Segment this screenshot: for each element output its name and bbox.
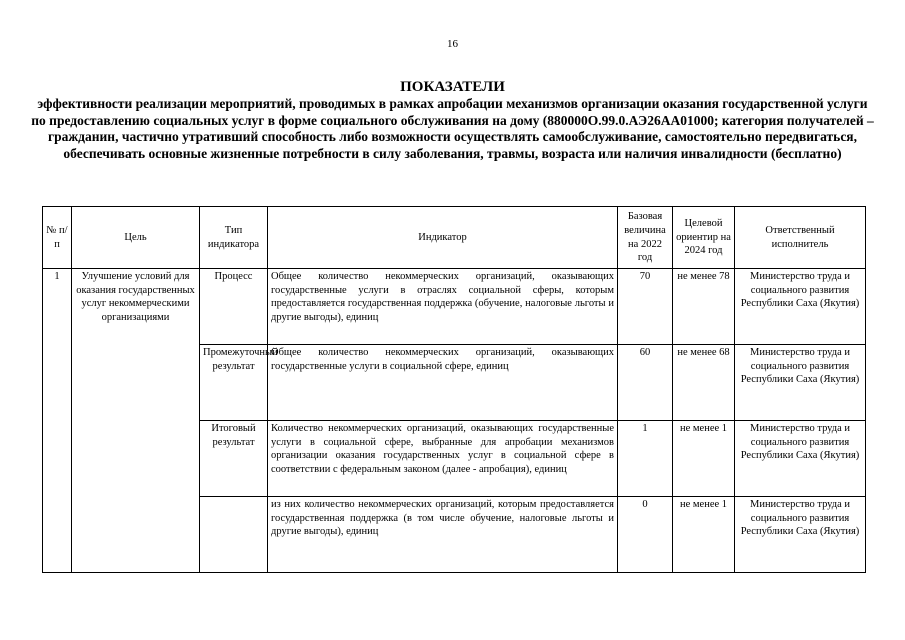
goal-cell: Улучшение условий для оказания государственных услуг некоммерческими организациями (72, 269, 200, 573)
responsible-cell: Министерство труда и социального развития Республики Саха (Якутия) (735, 421, 866, 497)
target-value: не менее 1 (673, 497, 735, 573)
indicator-text: Общее количество некоммерческих организаций, оказывающих государственные услуги в отраслях социальной сферы, которым предоставляется государственная поддержка (обучение, налоговые льготы и другие выгоды), единиц (268, 269, 618, 345)
indicator-text: из них количество некоммерческих организаций, которым предоставляется государственная поддержка (в том числе обучение, налоговые льготы и другие выгоды), единиц (268, 497, 618, 573)
indicator-text: Общее количество некоммерческих организаций, оказывающих государственные услуги в социальной сфере, единиц (268, 345, 618, 421)
target-value: не менее 68 (673, 345, 735, 421)
responsible-cell: Министерство труда и социального развития Республики Саха (Якутия) (735, 345, 866, 421)
header-base: Базовая величина на 2022 год (618, 207, 673, 269)
indicator-type (200, 497, 268, 573)
table-row (43, 269, 866, 345)
indicator-type: Итоговый результат (200, 421, 268, 497)
header-num: № п/п (43, 207, 72, 269)
base-value: 60 (618, 345, 673, 421)
page-number: 16 (447, 38, 458, 50)
target-value: не менее 1 (673, 421, 735, 497)
base-value: 1 (618, 421, 673, 497)
header-indicator: Индикатор (268, 207, 618, 269)
document-heading (30, 78, 875, 162)
indicator-type: Процесс (200, 269, 268, 345)
target-value: не менее 78 (673, 269, 735, 345)
indicators-table (42, 206, 866, 573)
base-value: 0 (618, 497, 673, 573)
header-type: Тип индикатора (200, 207, 268, 269)
table-header-row (43, 207, 866, 269)
header-responsible: Ответственный исполнитель (735, 207, 866, 269)
responsible-cell: Министерство труда и социального развития Республики Саха (Якутия) (735, 497, 866, 573)
responsible-cell: Министерство труда и социального развития Республики Саха (Якутия) (735, 269, 866, 345)
row-number: 1 (43, 269, 72, 573)
header-target: Целевой ориентир на 2024 год (673, 207, 735, 269)
document-subtitle: эффективности реализации мероприятий, проводимых в рамках апробации механизмов организации оказания государственной услуги по предоставлению социальных услуг в форме социального обслуживания на дому (880000О.99.0.АЭ26АА01000; категория получателей – гражданин, частично утративший способность либо возможности осуществлять самообслуживание, самостоятельно передвигаться, обеспечивать основные жизненные потребности в силу заболевания, травмы, возраста или наличия инвалидности (бесплатно) (31, 96, 874, 161)
header-goal: Цель (72, 207, 200, 269)
indicator-type: Промежуточный результат (200, 345, 268, 421)
indicator-text: Количество некоммерческих организаций, оказывающих государственные услуги в социальной сфере, выбранные для апробации механизмов организации оказания государственных услуг в социальной сфере в соответствии с федеральным законом (далее - апробация), единиц (268, 421, 618, 497)
base-value: 70 (618, 269, 673, 345)
document-title: ПОКАЗАТЕЛИ (400, 79, 505, 95)
